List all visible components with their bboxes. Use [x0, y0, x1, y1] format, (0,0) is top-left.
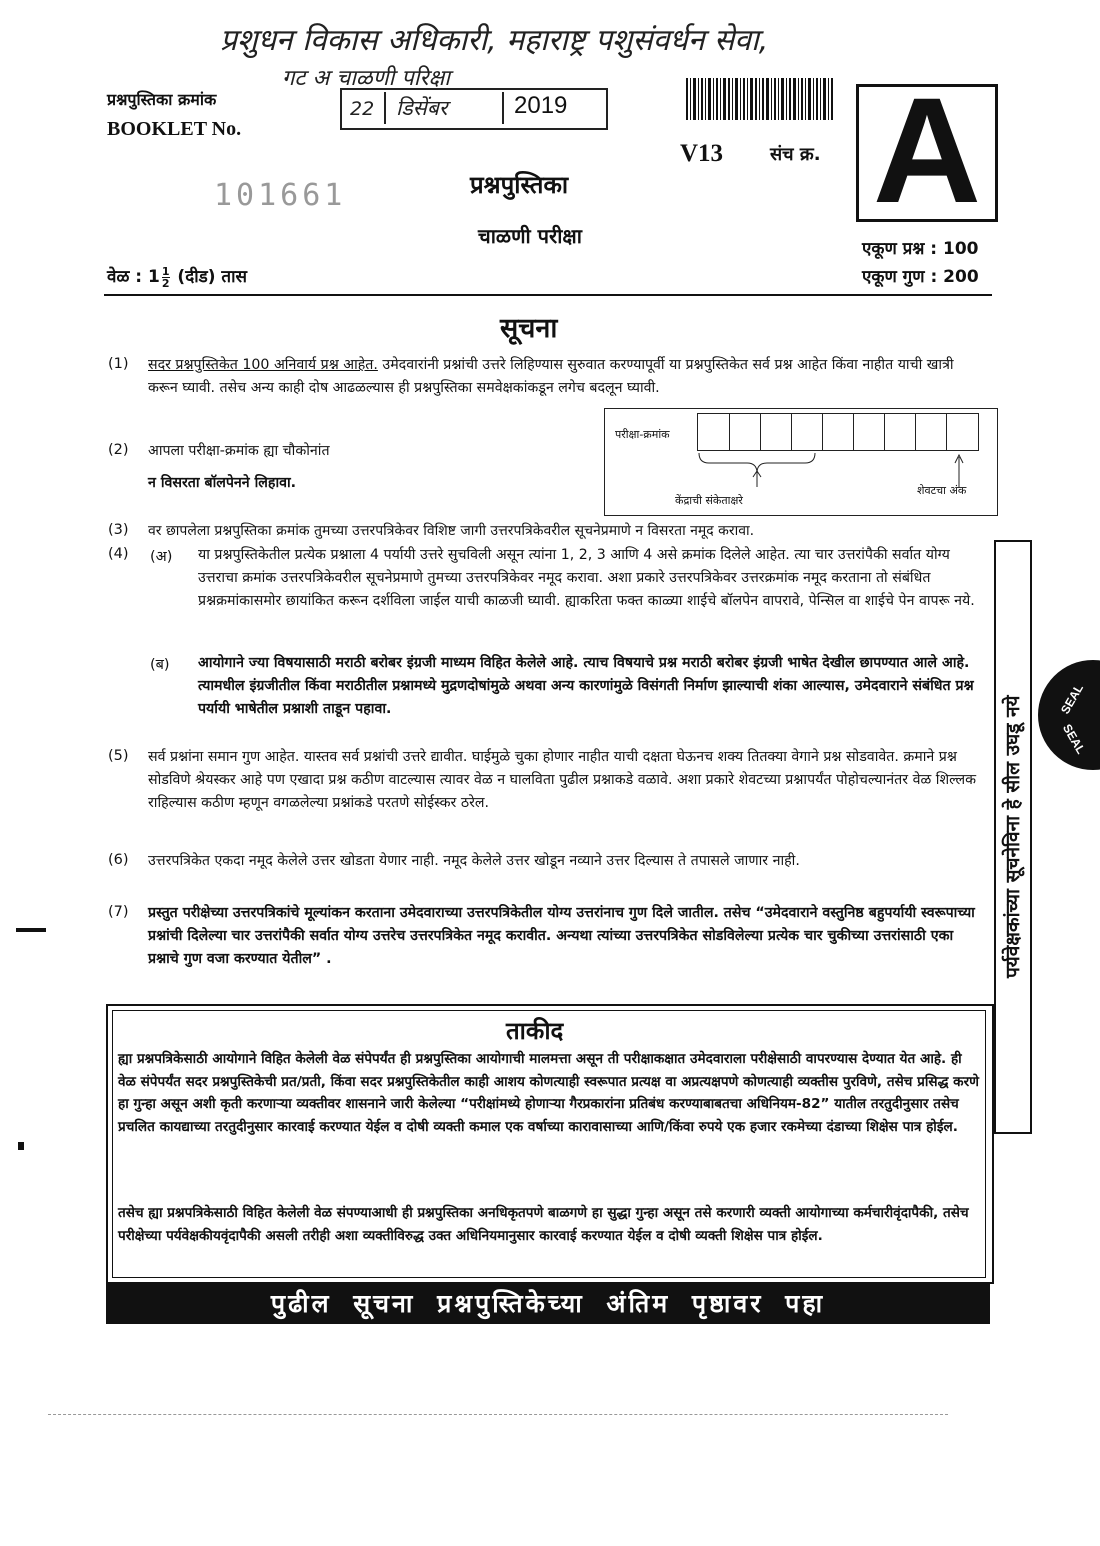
set-label: संच क्र.	[770, 144, 821, 165]
roll-number-label: परीक्षा-क्रमांक	[615, 428, 670, 441]
scan-mark	[16, 928, 46, 932]
warning-paragraph-2: तसेच ह्या प्रश्नपत्रिकेसाठी विहित केलेली वेळ संपण्याआधी ही प्रश्नपुस्तिका अनधिकृतपणे बाळगणे हा सुद्धा गुन्हा असून तसे करणारी व्यक्ती आयोगाच्या कर्मचारीवृंदापैकी, तसेच परीक्षेच्या पर्यवेक्षकीयवृंदापैकी असली तरीही अशा व्यक्तीविरुद्ध उक्त अधिनियमानुसार कारवाई करण्यात येईल व दोषी व्यक्ती शिक्षेस पात्र होईल.	[118, 1205, 969, 1244]
instruction-2-number: (2)	[108, 442, 129, 458]
instruction-1	[148, 354, 986, 400]
duration-suffix: (दीड) तास	[177, 267, 247, 287]
handwritten-exam-name: प्रशुधन विकास अधिकारी, महाराष्ट्र पशुसंवर्धन सेवा,	[220, 23, 769, 58]
instruction-1-lead: सदर प्रश्नपुस्तिकेत 100 अनिवार्य प्रश्न आहेत.	[148, 357, 378, 373]
roll-number-panel	[604, 408, 998, 516]
instruction-4a-number: (अ)	[150, 549, 173, 565]
set-letter-box	[856, 66, 998, 234]
handwritten-date-box	[340, 88, 608, 130]
seal-label-top: SEAL	[1057, 681, 1087, 717]
duration	[107, 264, 247, 289]
booklet-number: 101661	[214, 178, 347, 213]
instruction-1-number: (1)	[108, 356, 129, 372]
seal-label-bottom: SEAL	[1059, 721, 1089, 757]
scan-mark-2	[18, 1142, 24, 1150]
instruction-2-line2: न विसरता बॉलपेनने लिहावा.	[148, 475, 297, 491]
instruction-4-number: (4)	[108, 546, 129, 562]
barcode	[686, 78, 834, 120]
duration-fraction: $\frac{1}{2}$	[161, 264, 170, 290]
instructions-heading: सूचना	[500, 313, 558, 344]
instruction-3: वर छापलेला प्रश्नपुस्तिका क्रमांक तुमच्या उत्तरपत्रिकेवर विशिष्ट जागी उत्तरपत्रिकेवरील सूचनेप्रमाणे न विसरता नमूद करावा.	[148, 523, 755, 539]
set-letter: A	[872, 66, 982, 234]
version-code: V13	[680, 140, 724, 167]
booklet-title: प्रश्नपुस्तिका	[470, 171, 569, 199]
roll-number-boxes[interactable]	[697, 413, 979, 451]
booklet-no-label-mr: प्रश्नपुस्तिका क्रमांक	[107, 90, 217, 109]
total-marks: एकूण गुण : 200	[862, 267, 979, 287]
booklet-no-label-en: BOOKLET No.	[107, 118, 242, 140]
instruction-4a: या प्रश्नपुस्तिकेतील प्रत्येक प्रश्नाला 4 पर्यायी उत्तरे सुचविली असून त्यांना 1, 2, 3 आणि 4 असे क्रमांक दिलेले आहेत. त्या चार उत्तरांपैकी सर्वात योग्य उत्तराचा क्रमांक उत्तरपत्रिकेवरील सूचनेप्रमाणे तुमच्या उत्तरपत्रिकेवर नमूद करावा. अशा प्रकारे उत्तरपत्रिकेवर उत्तरक्रमांक नमूद करताना तो संबंधित प्रश्नक्रमांकासमोर छायांकित करून दर्शविला जाईल याची काळजी घ्यावी. ह्याकरिता फक्त काळ्या शाईचे बॉलपेन वापरावे, पेन्सिल वा शाईचे पेन वापरू नये.	[198, 547, 975, 609]
instruction-1-rest: उमेदवारांनी प्रश्नांची उत्तरे लिहिण्यास सुरुवात करण्यापूर्वी या प्रश्नपुस्तिकेत सर्व प्रश्न आहेत किंवा नाहीत याची खात्री करून घ्यावी. तसेच अन्य काही दोष आढळल्यास ही प्रश्नपुस्तिका समवेक्षकांकडून लगेच बदलून घ्यावी.	[148, 357, 954, 396]
instruction-7-number: (7)	[108, 904, 129, 920]
instruction-5: सर्व प्रश्नांना समान गुण आहेत. यास्तव सर्व प्रश्नांची उत्तरे द्यावीत. घाईमुळे चुका होणार नाहीत याची दक्षता घेऊनच शक्य तितक्या वेगाने प्रश्न सोडवावेत. क्रमाने प्रश्न सोडविणे श्रेयस्कर आहे पण एखादा प्रश्न कठीण वाटल्यास त्यावर वेळ न घालविता पुढील प्रश्नाकडे वळावे. अशा प्रकारे शेवटच्या प्रश्नापर्यंत पोहोचल्यानंतर वेळ शिल्लक राहिल्यास कठीण म्हणून वगळलेल्या प्रश्नांकडे परतणे सोईस्कर ठरेल.	[148, 749, 977, 811]
booklet-subtitle: चाळणी परीक्षा	[478, 224, 582, 248]
warning-paragraph-1: ह्या प्रश्नपत्रिकेसाठी आयोगाने विहित केलेली वेळ संपेपर्यंत ही प्रश्नपुस्तिका आयोगाची मालमत्ता असून ती परीक्षाकक्षात उमेदवाराला परीक्षेसाठी वापरण्यास देण्यात येत आहे. ही वेळ संपेपर्यंत सदर प्रश्नपुस्तिकेची प्रत/प्रती, किंवा सदर प्रश्नपुस्तिकेतील काही आशय कोणत्याही स्वरूपात प्रत्यक्ष वा अप्रत्यक्षपणे कोणत्याही व्यक्तीस पुरविणे, तसेच प्रसिद्ध करणे हा गुन्हा असून अशी कृती करणाऱ्या व्यक्तीवर शासनाने जारी केलेल्या “परीक्षांमध्ये होणाऱ्या गैरप्रकारांना प्रतिबंध करण्याबाबतचा अधिनियम-82” यातील तरतुदीनुसार तसेच प्रचलित कायद्याच्या तरतुदीनुसार कारवाई करण्यात येईल व दोषी व्यक्ती कमाल एक वर्षाच्या कारावासाच्या आणि/किंवा रुपये एक हजार रकमेच्या दंडाच्या शिक्षेस पात्र होईल.	[118, 1051, 979, 1135]
warning-box	[106, 1004, 994, 1284]
header-divider	[104, 294, 992, 296]
roll-centre-code-label: केंद्राची संकेताक्षरे	[675, 494, 743, 507]
date-year: 2019	[514, 92, 568, 119]
duration-prefix: वेळ : 1	[107, 267, 160, 287]
instruction-7: प्रस्तुत परीक्षेच्या उत्तरपत्रिकांचे मूल्यांकन करताना उमेदवाराच्या उत्तरपत्रिकेतील योग्य उत्तरांनाच गुण दिले जातील. तसेच “उमेदवाराने वस्तुनिष्ठ बहुपर्यायी स्वरूपाच्या प्रश्नांची दिलेल्या चार उत्तरांपैकी सर्वात योग्य उत्तरेच उत्तरपत्रिकेत नमूद करावीत. अन्यथा त्यांच्या उत्तरपत्रिकेत सोडविलेल्या प्रत्येक चार चुकीच्या उत्तरांसाठी एका प्रश्नाचे गुण वजा करण्यात येतील” .	[148, 905, 975, 967]
date-day: 22	[350, 98, 375, 120]
instruction-5-number: (5)	[108, 748, 129, 764]
total-questions: एकूण प्रश्न : 100	[862, 239, 979, 259]
instruction-6: उत्तरपत्रिकेत एकदा नमूद केलेले उत्तर खोडता येणार नाही. नमूद केलेले उत्तर खोडून नव्याने उत्तर दिल्यास ते तपासले जाणार नाही.	[148, 853, 800, 869]
instruction-4b: आयोगाने ज्या विषयासाठी मराठी बरोबर इंग्रजी माध्यम विहित केलेले आहे. त्याच विषयाचे प्रश्न मराठी बरोबर इंग्रजी भाषेत देखील छापण्यात आले आहे. त्यामधील इंग्रजीतील किंवा मराठीतील प्रश्नामध्ये मुद्रणदोषांमुळे अथवा अन्य कारणांमुळे विसंगती निर्माण झाल्याची शंका आल्यास, उमेदवाराने संबंधित प्रश्न पर्यायी भाषेतील प्रश्नाशी ताडून पहावा.	[198, 655, 974, 717]
handwritten-exam-type: गट अ चाळणी परिक्षा	[282, 66, 450, 91]
footer-banner: पुढील सूचना प्रश्नपुस्तिकेच्या अंतिम पृष्ठावर पहा	[106, 1284, 990, 1324]
scan-line	[48, 1414, 948, 1416]
seal-strip	[994, 540, 1032, 1134]
instruction-4b-number: (ब)	[150, 657, 170, 673]
instruction-3-number: (3)	[108, 522, 129, 538]
date-month: डिसेंबर	[396, 96, 448, 120]
warning-heading: ताकीद	[506, 1017, 564, 1045]
seal-sticker	[1038, 660, 1100, 770]
roll-last-digit-label: शेवटचा अंक	[917, 484, 967, 497]
seal-strip-text: पर्यवेक्षकांच्या सूचनेविना हे सील उघडू नये	[1002, 695, 1024, 979]
instruction-2-line1: आपला परीक्षा-क्रमांक ह्या चौकोनांत	[148, 443, 330, 459]
instruction-6-number: (6)	[108, 852, 129, 868]
